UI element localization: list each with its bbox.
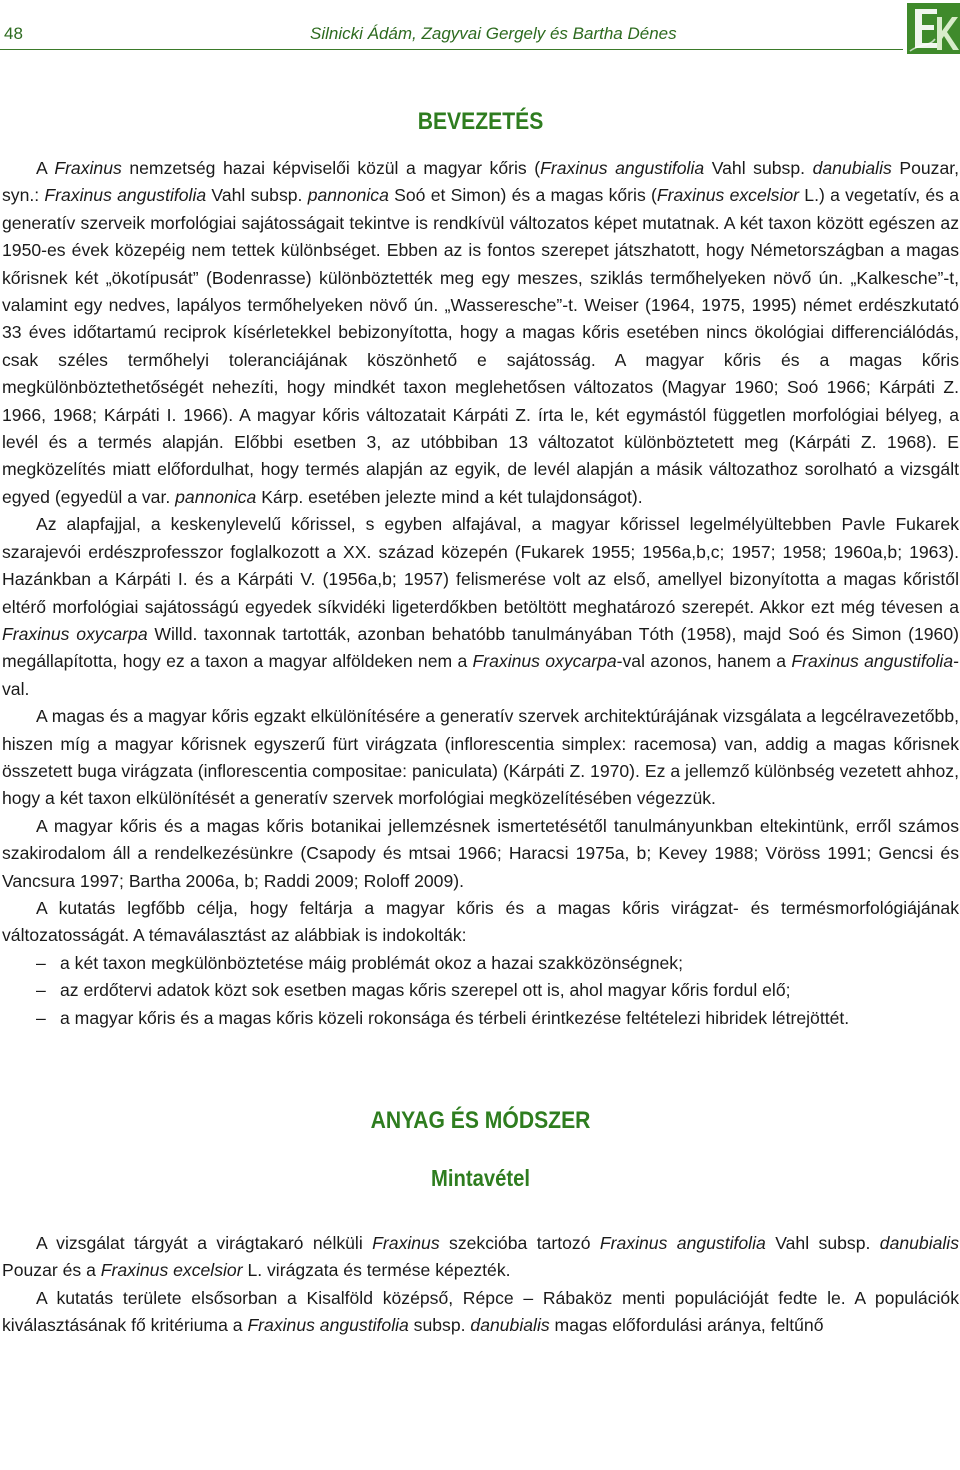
italic-term: Fraxinus [54, 158, 122, 178]
text-run: A vizsgálat tárgyát a virágtakaró nélküli [36, 1233, 373, 1253]
page-number: 48 [4, 24, 23, 43]
italic-term: Fraxinus [372, 1233, 440, 1253]
text-run: szekcióba tartozó [439, 1233, 600, 1253]
text-run: Vahl subsp. [765, 1233, 880, 1253]
italic-term: Fraxinus angustifolia [540, 158, 705, 178]
italic-term: danubialis [879, 1233, 960, 1253]
text-run: magas előfordulási aránya, feltűnő [549, 1315, 824, 1336]
list-dash: – [36, 1007, 46, 1028]
text-run: Pouzar és a [2, 1260, 101, 1281]
section-heading-intro: BEVEZETÉS [417, 108, 544, 135]
text-run: Pouzar, syn.: [2, 158, 960, 206]
text-run: L. virágzata és termése képezték. [242, 1260, 511, 1281]
section-heading-methods: ANYAG ÉS MÓDSZER [370, 1107, 591, 1134]
text-run: A kutatás legfőbb célja, hogy feltárja a magyar kőris és a magas kőris virágzat- és termésmorfológiájának változatosságát. A témaválasztást az alábbiak is indokolták: [2, 897, 959, 946]
subsection-heading-sampling: Mintavétel [431, 1165, 530, 1191]
text-run: Az alapfajjal, a keskenylevelű kőrissel, s egyben alfajával, a magyar kőrissel legelmélyültebben Pavle Fukarek szarajevói erdészprofesszor foglalkozott a XX. század közepén (Fukarek 1955; 1956a,b,c; 1957; 1958; 1960a,b; 1963). Hazánkban a Kárpáti I. és a Kárpáti V. (1956a,b; 1957) felismerése volt az első, amellyel bizonyította a magas kőristől eltérő morfológiai sajátosságú egyedek síkvidéki ligeterdőkben betöltött meghatározó szerepét. Akkor ezt még tévesen a [2, 514, 959, 617]
text-run: A [36, 158, 55, 178]
italic-term: pannonica [175, 486, 257, 507]
intro-paragraph-5 [2, 895, 959, 950]
text-run: Willd. taxonnak tartották, azonban behatóbb tanulmányában Tóth (1958), majd Soó és Simon (1960) megállapította, hogy ez a taxon a magyar alföldeken nem a [2, 623, 959, 672]
text-run: -val azonos, hanem a [616, 651, 792, 672]
page-header [0, 0, 960, 60]
italic-term: Fraxinus angustifolia [791, 651, 954, 672]
intro-paragraph-3 [2, 703, 959, 813]
text-run: Vahl subsp. [704, 158, 813, 178]
reasons-list [2, 950, 959, 1032]
italic-term: Fraxinus excelsior [656, 185, 800, 206]
italic-term: Fraxinus angustifolia [44, 185, 207, 206]
list-dash: – [36, 952, 46, 973]
text-run: Kárp. esetében jelezte mind a két tulajdonságot). [256, 486, 643, 507]
article-body [2, 70, 959, 1340]
list-item [2, 977, 959, 1004]
text-run: subsp. [408, 1315, 471, 1336]
list-item-text: a két taxon megkülönböztetése máig problémát okoz a hazai szakközönségnek; [60, 952, 683, 973]
intro-paragraph-2 [2, 511, 959, 703]
text-run: Vahl subsp. [206, 185, 308, 206]
list-item [2, 1005, 959, 1032]
text-run: Soó et Simon) és a magas kőris ( [388, 185, 657, 206]
list-item [2, 950, 959, 977]
methods-paragraph-1 [2, 1230, 959, 1285]
text-run: nemzetség hazai képviselői közül a magyar kőris ( [121, 158, 541, 178]
journal-logo [907, 3, 960, 54]
italic-term: Fraxinus angustifolia [247, 1315, 409, 1336]
running-title: Silnicki Ádám, Zagyvai Gergely és Bartha Dénes [310, 24, 677, 43]
italic-term: danubialis [812, 158, 892, 178]
text-run: L.) a vegetatív, és a generatív szerveik morfológiai sajátosságait tekintve is rendkívül változatos képet mutatnak. A két taxon között egészen az 1950-es évek közepéig nem tettek különbséget. Ebben az is fontos szerepet játszhatott, hogy Németországban a magas kőrisnek két „ökotípusát” (Bodenrasse) különböztették meg egy meszes, sziklás termőhelyeken növő ún. „Kalkesche”-t, valamint egy nedves, lapályos termőhelyeken növő ún. „Wasseresche”-t. Weiser (1964, 1975, 1995) német erdészkutató 33 éves időtartamú reciprok kísérletekkel bebizonyította, hogy a magas kőris esetében nincs ökológiai differenciálódás, csak széles termőhelyi toleranciájának köszönhető e sajátosság. A magyar kőris és a magas kőris megkülönböztethetőségét nehezíti, hogy mindkét taxon meglehetősen változatos (Magyar 1960; Soó 1966; Kárpáti Z. 1966, 1968; Kárpáti I. 1966). A magyar kőris változatait Kárpáti Z. írta le, két egymástól független morfológiai bélyeg, a levél és a termés alapján. Előbbi esetben 3, az utóbbiban 13 változatot különböztetett meg (Kárpáti Z. 1968). E megközelítés miatt előfordulhat, hogy termés alapján az egyik, de levél alapján a másik változathoz sorolható a vizsgált egyed (egyedül a var. [2, 185, 959, 507]
header-divider [0, 49, 903, 50]
methods-paragraph-2 [2, 1285, 959, 1340]
text-run: -val. [2, 651, 959, 699]
italic-term: Fraxinus angustifolia [599, 1233, 766, 1253]
italic-term: danubialis [470, 1315, 550, 1336]
italic-term: Fraxinus oxycarpa [2, 623, 148, 644]
text-run: A magas és a magyar kőris egzakt elkülönítésére a generatív szervek architektúrájának vizsgálata a legcélravezetőbb, hiszen míg a magyar kőrisnek egyszerű fürt virágzata (inflorescentia simplex: racemosa) van, addig a magas kőrisnek összetett buga virágzata (inflorescentia compositae: paniculata) (Kárpáti Z. 1970). Ez a jellemző különbség vezetett ahhoz, hogy a két taxon elkülönítését a generatív szervek morfológiai megközelítésében végezzük. [2, 706, 959, 809]
text-run: A magyar kőris és a magas kőris botanikai jellemzésnek ismertetésétől tanulmányunkban eltekintünk, erről számos szakirodalom áll a rendelkezésünkre (Csapody és mtsai 1966; Haracsi 1975a, b; Kevey 1988; Vöröss 1991; Gencsi és Vancsura 1997; Bartha 2006a, b; Raddi 2009; Roloff 2009). [2, 815, 959, 891]
list-dash: – [36, 980, 46, 1001]
italic-term: Fraxinus oxycarpa [472, 651, 617, 672]
list-item-text: a magyar kőris és a magas kőris közeli rokonsága és térbeli érintkezése feltételezi hibridek létrejöttét. [60, 1007, 850, 1028]
italic-term: pannonica [307, 185, 389, 206]
list-item-text: az erdőtervi adatok közt sok esetben magas kőris szerepel ott is, ahol magyar kőris fordul elő; [60, 980, 791, 1001]
intro-paragraph-1 [2, 155, 959, 511]
intro-paragraph-4 [2, 813, 959, 895]
text-run: A kutatás területe elsősorban a Kisalföld középső, Répce – Rábaköz menti populációját fedte le. A populációk kiválasztásának fő kritériuma a [2, 1287, 959, 1336]
italic-term: Fraxinus excelsior [100, 1260, 243, 1281]
